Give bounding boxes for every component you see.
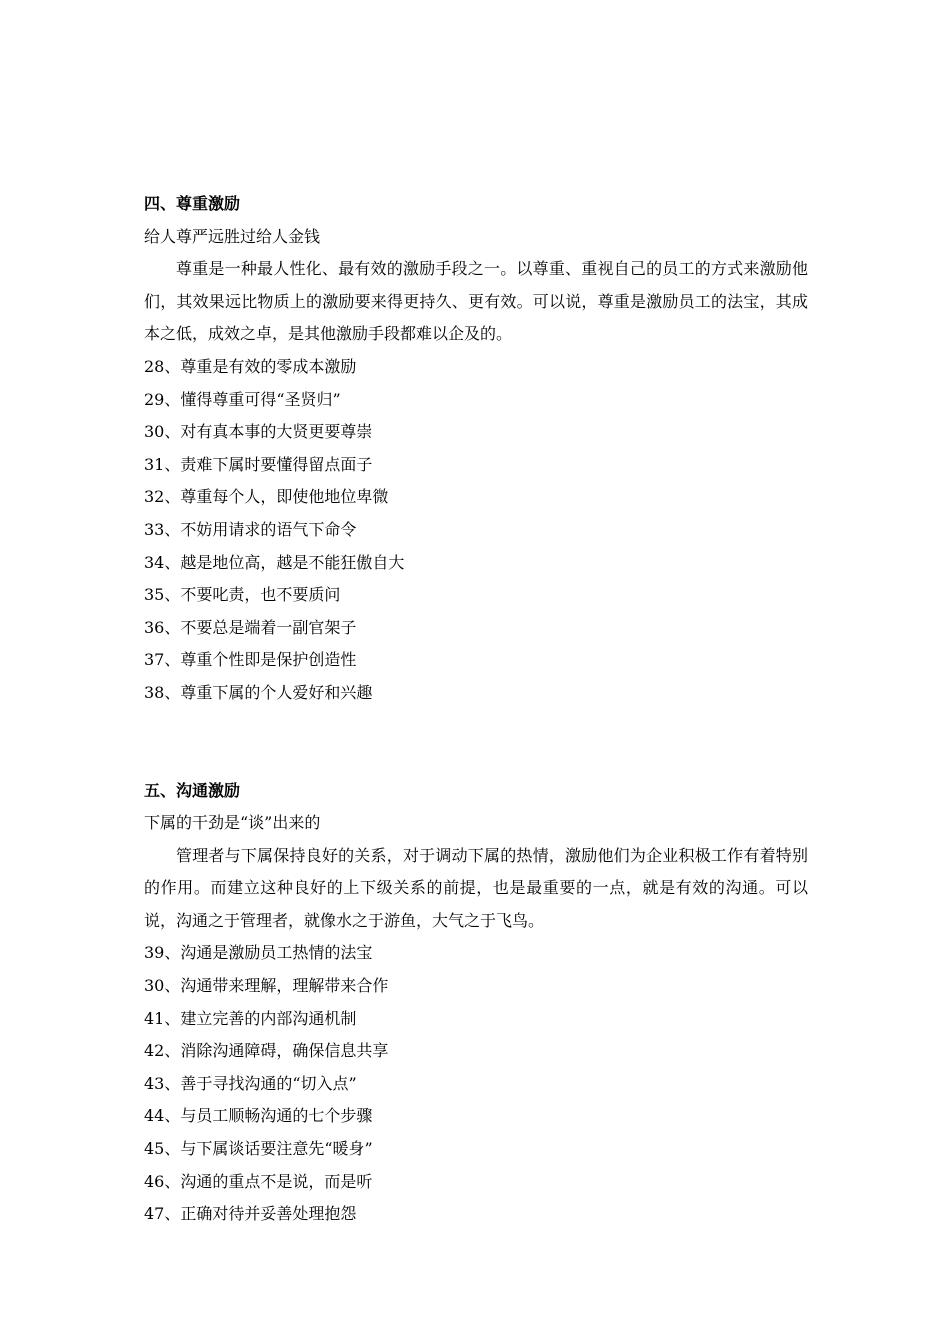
list-item: 32、尊重每个人，即使他地位卑微 xyxy=(144,487,389,507)
section-respect-motivation xyxy=(144,188,808,710)
document-page xyxy=(144,188,808,1231)
list-item: 38、尊重下属的个人爱好和兴趣 xyxy=(144,682,373,702)
item-list xyxy=(144,351,808,710)
list-item: 35、不要叱责，也不要质问 xyxy=(144,585,341,605)
list-item: 29、懂得尊重可得“圣贤归” xyxy=(144,389,341,409)
section-subtitle: 下属的干劲是“谈”出来的 xyxy=(144,813,321,833)
list-item: 44、与员工顺畅沟通的七个步骤 xyxy=(144,1106,373,1126)
list-item: 30、沟通带来理解，理解带来合作 xyxy=(144,976,389,996)
list-item: 43、善于寻找沟通的“切入点” xyxy=(144,1073,357,1093)
section-heading: 四、尊重激励 xyxy=(144,194,241,213)
list-item: 41、建立完善的内部沟通机制 xyxy=(144,1008,357,1028)
list-item: 34、越是地位高，越是不能狂傲自大 xyxy=(144,552,405,572)
list-item: 39、沟通是激励员工热情的法宝 xyxy=(144,943,373,963)
section-paragraph: 尊重是一种最人性化、最有效的激励手段之一。以尊重、重视自己的员工的方式来激励他们，其效果远比物质上的激励要来得更持久、更有效。可以说，尊重是激励员工的法宝，其成本之低，成效之卓，是其他激励手段都难以企及的。 xyxy=(144,259,808,344)
section-heading: 五、沟通激励 xyxy=(144,780,241,800)
section-communication-motivation xyxy=(144,775,808,1231)
list-item: 36、不要总是端着一副官架子 xyxy=(144,617,357,637)
list-item: 42、消除沟通障碍，确保信息共享 xyxy=(144,1041,389,1061)
list-item: 47、正确对待并妥善处理抱怨 xyxy=(144,1204,357,1224)
section-subtitle: 给人尊严远胜过给人金钱 xyxy=(144,226,321,246)
list-item: 37、尊重个性即是保护创造性 xyxy=(144,650,357,670)
section-paragraph: 管理者与下属保持良好的关系，对于调动下属的热情，激励他们为企业积极工作有着特别的作用。而建立这种良好的上下级关系的前提，也是最重要的一点，就是有效的沟通。可以说，沟通之于管理者，就像水之于游鱼，大气之于飞鸟。 xyxy=(144,845,808,930)
list-item: 46、沟通的重点不是说，而是听 xyxy=(144,1171,373,1191)
list-item: 33、不妨用请求的语气下命令 xyxy=(144,519,357,539)
list-item: 28、尊重是有效的零成本激励 xyxy=(144,356,357,376)
list-item: 30、对有真本事的大贤更要尊崇 xyxy=(144,422,373,442)
list-item: 31、责难下属时要懂得留点面子 xyxy=(144,454,373,474)
item-list xyxy=(144,937,808,1230)
list-item: 45、与下属谈话要注意先“暖身” xyxy=(144,1139,373,1159)
